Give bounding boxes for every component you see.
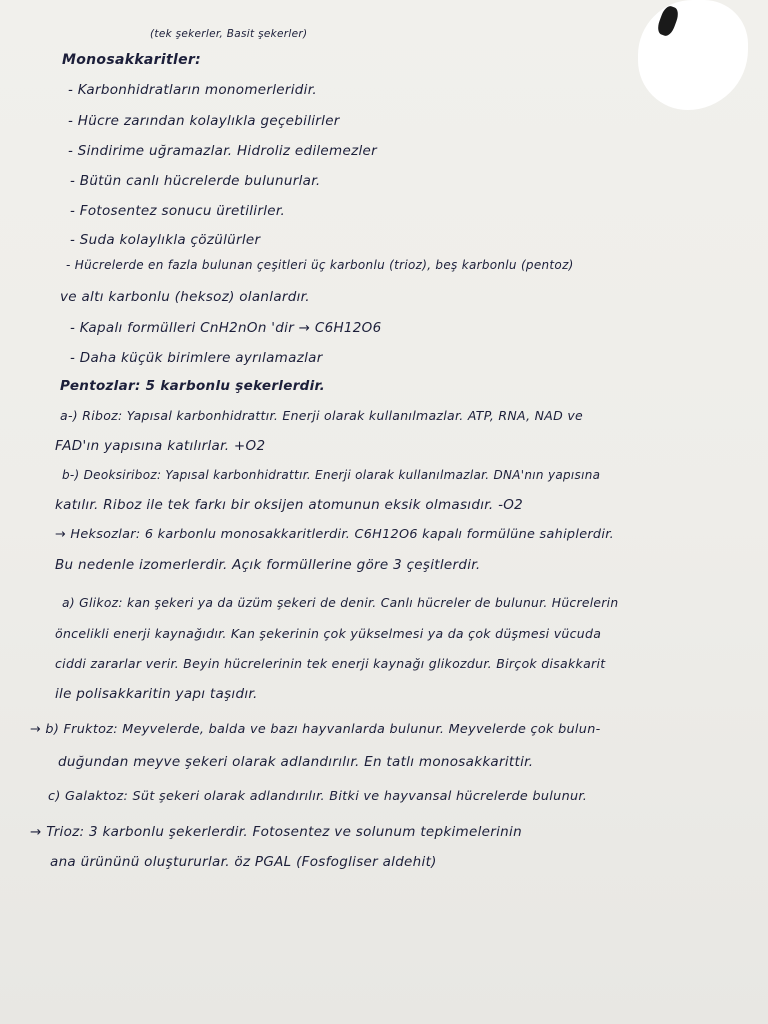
bullet-6: - Suda kolaylıkla çözülürler bbox=[70, 232, 261, 248]
riboz-line-1: a-) Riboz: Yapısal karbonhidrattır. Enerji olarak kullanılmazlar. ATP, RNA, NAD ve bbox=[60, 408, 584, 423]
galaktoz-line: c) Galaktoz: Süt şekeri olarak adlandırılır. Bitki ve hayvansal hücrelerde bulunur. bbox=[48, 789, 588, 804]
bullet-7: - Hücrelerde en fazla bulunan çeşitleri üç karbonlu (trioz), beş karbonlu (pentoz) bbox=[66, 258, 574, 272]
white-blot-shape bbox=[638, 0, 748, 110]
bullet-7-cont: ve altı karbonlu (heksoz) olanlardır. bbox=[60, 289, 310, 305]
bullet-1: - Karbonhidratların monomerleridir. bbox=[68, 82, 317, 98]
deoksiriboz-line-1: b-) Deoksiriboz: Yapısal karbonhidrattır. Enerji olarak kullanılmazlar. DNA'nın yapısına bbox=[62, 468, 601, 482]
bullet-4: - Bütün canlı hücrelerde bulunurlar. bbox=[70, 173, 321, 189]
bullet-3: - Sindirime uğramazlar. Hidroliz edilemezler bbox=[68, 143, 377, 159]
fruktoz-line-1: → b) Fruktoz: Meyvelerde, balda ve bazı hayvanlarda bulunur. Meyvelerde çok bulun- bbox=[30, 722, 601, 737]
pentoz-heading: Pentozlar: 5 karbonlu şekerlerdir. bbox=[60, 378, 325, 394]
bullet-2: - Hücre zarından kolaylıkla geçebilirler bbox=[68, 113, 340, 129]
top-note: (tek şekerler, Basit şekerler) bbox=[150, 28, 308, 40]
heksoz-line-2: Bu nedenle izomerlerdir. Açık formüllerine göre 3 çeşitlerdir. bbox=[55, 557, 481, 573]
riboz-line-2: FAD'ın yapısına katılırlar. +O2 bbox=[55, 438, 266, 454]
heading-monosakkaritler: Monosakkaritler: bbox=[62, 52, 201, 68]
glikoz-line-3: ciddi zararlar verir. Beyin hücrelerinin tek enerji kaynağı glikozdur. Birçok disakkarit bbox=[55, 656, 606, 671]
bullet-9: - Daha küçük birimlere ayrılamazlar bbox=[70, 350, 323, 366]
deoksiriboz-line-2: katılır. Riboz ile tek farkı bir oksijen atomunun eksik olmasıdır. -O2 bbox=[55, 497, 524, 513]
glikoz-line-2: öncelikli enerji kaynağıdır. Kan şekerinin çok yükselmesi ya da çok düşmesi vücuda bbox=[55, 626, 602, 641]
fruktoz-line-2: duğundan meyve şekeri olarak adlandırılır. En tatlı monosakkarittir. bbox=[58, 754, 534, 770]
trioz-line-1: → Trioz: 3 karbonlu şekerlerdir. Fotosentez ve solunum tepkimelerinin bbox=[30, 824, 522, 840]
bullet-8: - Kapalı formülleri CnH2nOn 'dir → C6H12O6 bbox=[70, 320, 382, 336]
glikoz-line-4: ile polisakkaritin yapı taşıdır. bbox=[55, 686, 258, 702]
bullet-5: - Fotosentez sonucu üretilirler. bbox=[70, 203, 286, 219]
glikoz-line-1: a) Glikoz: kan şekeri ya da üzüm şekeri de denir. Canlı hücreler de bulunur. Hücrelerin bbox=[62, 596, 619, 610]
trioz-line-2: ana ürününü oluştururlar. öz PGAL (Fosfogliser aldehit) bbox=[50, 854, 437, 870]
heksoz-line-1: → Heksozlar: 6 karbonlu monosakkaritlerdir. C6H12O6 kapalı formülüne sahiplerdir. bbox=[55, 527, 614, 542]
